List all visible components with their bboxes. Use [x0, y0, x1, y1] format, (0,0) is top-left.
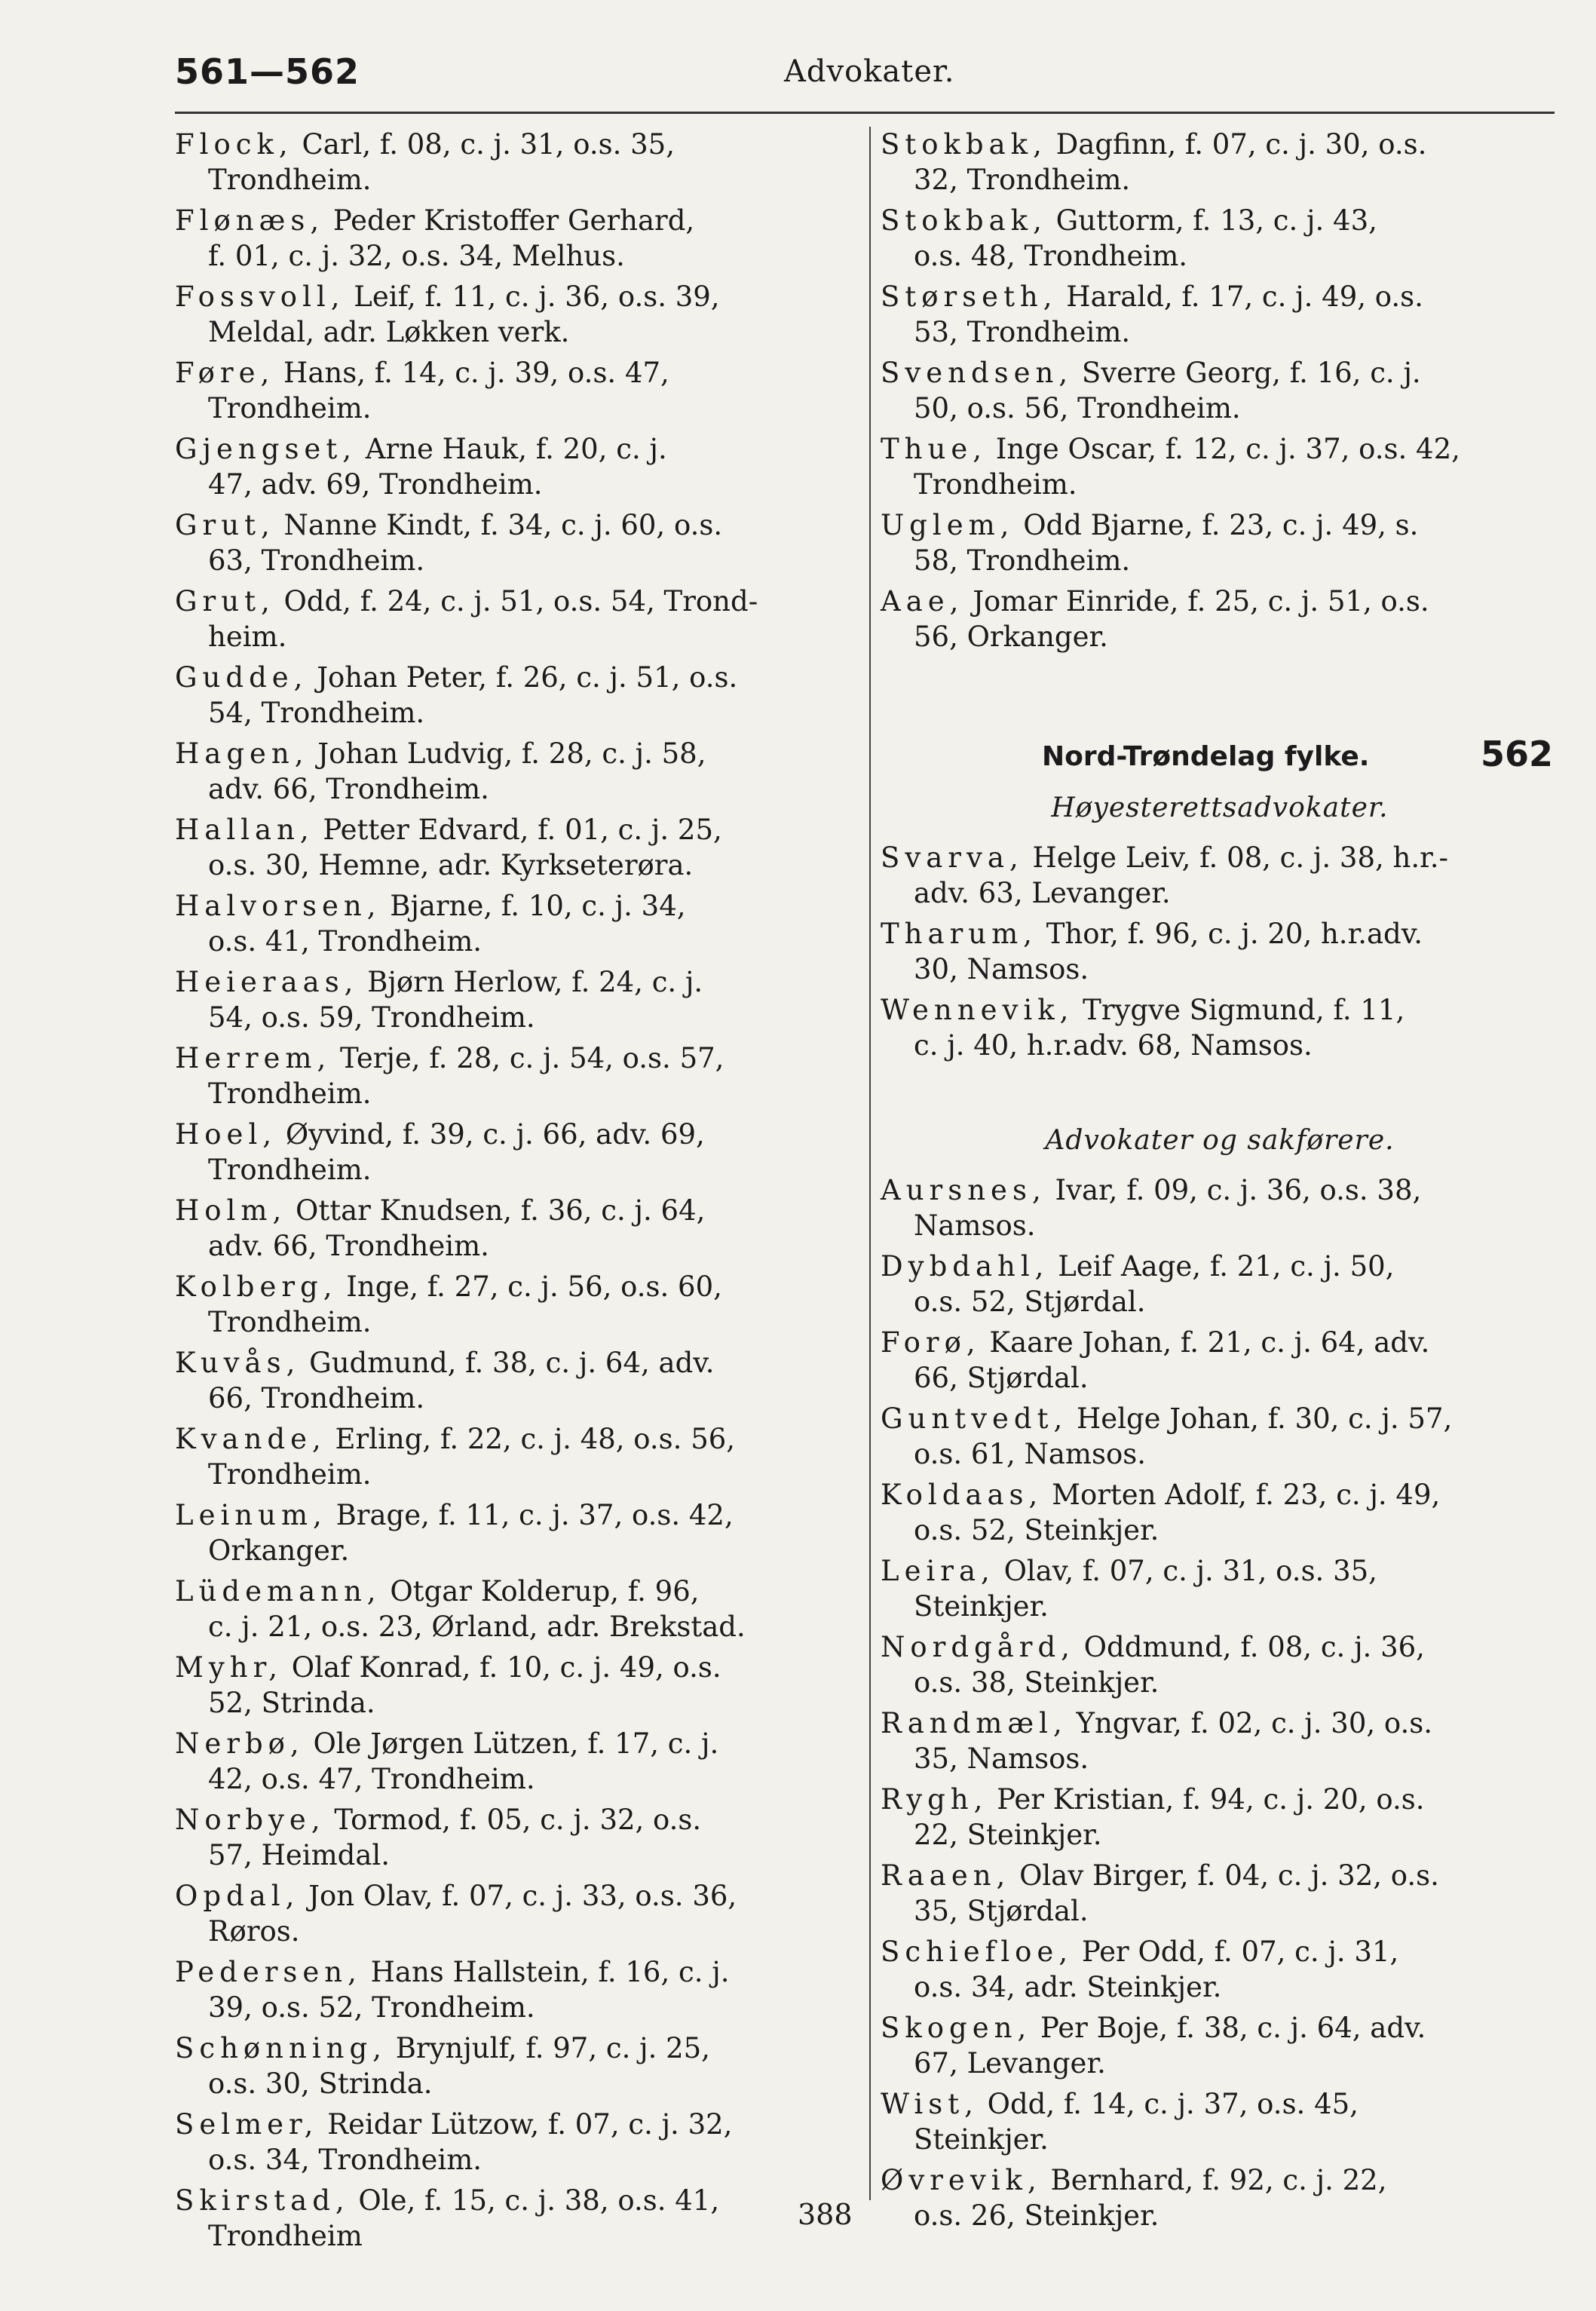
entry-surname: Tharum, — [881, 918, 1037, 950]
entry-details: Helge Leiv, f. 08, c. j. 38, h.r.- — [1032, 841, 1448, 874]
entry-details: Morten Adolf, f. 23, c. j. 49, — [1052, 1479, 1441, 1511]
entry-details: Odd, f. 24, c. j. 51, o.s. 54, Trond- — [283, 585, 758, 618]
list-item — [881, 1629, 1559, 1700]
list-item — [175, 2107, 861, 2178]
page-range: 561—562 — [175, 51, 360, 92]
entry-continuation: adv. 63, Levanger. — [914, 877, 1171, 909]
entry-details: Hans, f. 14, c. j. 39, o.s. 47, — [283, 357, 669, 389]
entry-continuation: o.s. 61, Namsos. — [914, 1438, 1147, 1470]
entry-continuation: 42, o.s. 47, Trondheim. — [208, 1763, 535, 1795]
entry-continuation: o.s. 30, Strinda. — [208, 2067, 433, 2100]
entry-continuation: 52, Strinda. — [208, 1687, 375, 1719]
entry-surname: Kolberg, — [175, 1270, 338, 1303]
entry-surname: Hallan, — [175, 814, 314, 846]
list-item — [881, 1553, 1559, 1624]
entry-surname: Aursnes, — [881, 1174, 1046, 1206]
list-item — [175, 127, 861, 198]
entry-details: Gudmund, f. 38, c. j. 64, adv. — [309, 1347, 715, 1379]
entry-surname: Holm, — [175, 1194, 287, 1227]
entry-surname: Skogen, — [881, 2012, 1032, 2044]
entry-surname: Pedersen, — [175, 1956, 362, 1988]
entry-continuation: 35, Stjørdal. — [914, 1895, 1089, 1927]
entry-details: Olav Birger, f. 04, c. j. 32, o.s. — [1019, 1859, 1439, 1892]
entry-details: Guttorm, f. 13, c. j. 43, — [1055, 204, 1377, 237]
entry-continuation: c. j. 40, h.r.adv. 68, Namsos. — [914, 1029, 1313, 1062]
entry-details: Bjørn Herlow, f. 24, c. j. — [367, 966, 703, 998]
entry-details: Johan Peter, f. 26, c. j. 51, o.s. — [317, 661, 738, 694]
column-divider — [869, 127, 871, 2200]
list-item — [175, 279, 861, 350]
entry-details: Øyvind, f. 39, c. j. 66, adv. 69, — [285, 1118, 705, 1151]
entry-continuation: adv. 66, Trondheim. — [208, 773, 489, 805]
list-item — [175, 1802, 861, 1873]
entry-continuation: o.s. 41, Trondheim. — [208, 925, 482, 958]
list-item — [175, 1878, 861, 1949]
entry-surname: Norbye, — [175, 1804, 326, 1836]
list-item — [175, 584, 861, 654]
entry-surname: Svendsen, — [881, 357, 1074, 389]
entry-details: Inge Oscar, f. 12, c. j. 37, o.s. 42, — [995, 433, 1460, 465]
entry-continuation: o.s. 48, Trondheim. — [914, 240, 1188, 272]
entry-continuation: o.s. 30, Hemne, adr. Kyrkseterøra. — [208, 849, 694, 881]
entry-surname: Nordgård, — [881, 1631, 1075, 1663]
list-item — [175, 1726, 861, 1797]
list-item — [881, 1858, 1559, 1929]
entry-surname: Fossvoll, — [175, 280, 345, 313]
entry-details: Per Kristian, f. 94, c. j. 20, o.s. — [997, 1783, 1425, 1816]
entry-continuation: 54, o.s. 59, Trondheim. — [208, 1001, 535, 1034]
entry-surname: Grut, — [175, 509, 275, 541]
entry-surname: Øvrevik, — [881, 2164, 1042, 2196]
entry-surname: Herrem, — [175, 1042, 332, 1074]
entry-details: Erling, f. 22, c. j. 48, o.s. 56, — [335, 1423, 736, 1455]
entry-surname: Schønning, — [175, 2032, 387, 2064]
list-item — [175, 888, 861, 959]
entry-continuation: 57, Heimdal. — [208, 1839, 391, 1871]
list-item — [175, 1345, 861, 1416]
entry-surname: Guntvedt, — [881, 1402, 1068, 1435]
entry-continuation: Røros. — [208, 1915, 300, 1948]
entry-details: Sverre Georg, f. 16, c. j. — [1081, 357, 1421, 389]
list-item — [175, 507, 861, 578]
entry-continuation: o.s. 34, adr. Steinkjer. — [914, 1971, 1222, 2003]
entry-details: Hans Hallstein, f. 16, c. j. — [370, 1956, 730, 1988]
entry-continuation: 66, Stjørdal. — [914, 1362, 1089, 1394]
list-item — [881, 916, 1559, 987]
entry-surname: Nerbø, — [175, 1727, 305, 1760]
entry-details: Brage, f. 11, c. j. 37, o.s. 42, — [335, 1499, 734, 1531]
entry-details: Johan Ludvig, f. 28, c. j. 58, — [317, 737, 706, 770]
entry-surname: Flønæs, — [175, 204, 325, 237]
right-column — [881, 127, 1559, 2239]
entry-continuation: 50, o.s. 56, Trondheim. — [914, 392, 1241, 425]
entry-details: Brynjulf, f. 97, c. j. 25, — [395, 2032, 710, 2064]
page-title: Advokater. — [784, 54, 955, 89]
entry-details: Bernhard, f. 92, c. j. 22, — [1050, 2164, 1387, 2196]
section-title: Nord-Trøndelag fylke. — [1042, 741, 1370, 772]
entry-surname: Uglem, — [881, 509, 1015, 541]
entry-continuation: 35, Namsos. — [914, 1742, 1089, 1775]
list-item — [881, 355, 1559, 426]
right-column-top-list — [881, 127, 1559, 654]
list-item — [175, 736, 861, 807]
list-item — [175, 2183, 861, 2254]
entry-continuation: o.s. 52, Stjørdal. — [914, 1286, 1146, 1318]
entry-surname: Svarva, — [881, 841, 1024, 874]
entry-surname: Lüdemann, — [175, 1575, 381, 1608]
entry-continuation: Trondheim — [208, 2220, 363, 2252]
entry-continuation: 30, Namsos. — [914, 953, 1089, 985]
entry-surname: Randmæl, — [881, 1707, 1068, 1739]
entry-details: Oddmund, f. 08, c. j. 36, — [1083, 1631, 1425, 1663]
entry-details: Odd, f. 14, c. j. 37, o.s. 45, — [987, 2088, 1359, 2120]
list-item — [881, 1172, 1559, 1243]
list-item — [881, 1934, 1559, 2005]
entry-details: Leif, f. 11, c. j. 36, o.s. 39, — [354, 280, 720, 313]
entry-continuation: o.s. 34, Trondheim. — [208, 2144, 482, 2176]
entry-surname: Leira, — [881, 1555, 995, 1587]
entry-continuation: 56, Orkanger. — [914, 621, 1108, 653]
list-item — [881, 1706, 1559, 1776]
entry-surname: Dybdahl, — [881, 1250, 1049, 1283]
entry-details: Reidar Lützow, f. 07, c. j. 32, — [327, 2108, 733, 2141]
entry-details: Ole, f. 15, c. j. 38, o.s. 41, — [358, 2184, 720, 2217]
list-item — [881, 1249, 1559, 1319]
entry-details: Per Odd, f. 07, c. j. 31, — [1081, 1936, 1399, 1968]
entry-details: Helge Johan, f. 30, c. j. 57, — [1076, 1402, 1453, 1435]
entry-continuation: 66, Trondheim. — [208, 1382, 425, 1414]
entry-details: Jon Olav, f. 07, c. j. 33, o.s. 36, — [308, 1880, 737, 1912]
list-item — [881, 1477, 1559, 1548]
subhead-advokater: Advokater og sakførere. — [1045, 1125, 1395, 1156]
entry-continuation: 67, Levanger. — [914, 2047, 1106, 2080]
list-item — [175, 1574, 861, 1644]
entry-details: Ole Jørgen Lützen, f. 17, c. j. — [313, 1727, 719, 1760]
entry-surname: Størseth, — [881, 280, 1058, 313]
entry-continuation: 63, Trondheim. — [208, 544, 425, 577]
list-item — [175, 964, 861, 1035]
entry-details: Thor, f. 96, c. j. 20, h.r.adv. — [1046, 918, 1423, 950]
entry-details: Arne Hauk, f. 20, c. j. — [365, 433, 667, 465]
entry-surname: Schiefloe, — [881, 1936, 1074, 1968]
list-item — [175, 1269, 861, 1340]
entry-continuation: o.s. 52, Steinkjer. — [914, 1514, 1159, 1546]
list-item — [175, 355, 861, 426]
list-item — [881, 203, 1559, 274]
entry-continuation: 53, Trondheim. — [914, 316, 1131, 348]
list-item — [881, 1782, 1559, 1853]
entry-surname: Aae, — [881, 585, 964, 618]
entry-details: Ottar Knudsen, f. 36, c. j. 64, — [296, 1194, 706, 1227]
entry-details: Otgar Kolderup, f. 96, — [390, 1575, 700, 1608]
list-item — [175, 203, 861, 274]
list-item — [881, 2010, 1559, 2081]
entry-surname: Raaen, — [881, 1859, 1011, 1892]
entry-surname: Wennevik, — [881, 994, 1074, 1026]
entry-surname: Hoel, — [175, 1118, 277, 1151]
entry-details: Dagfinn, f. 07, c. j. 30, o.s. — [1055, 128, 1427, 161]
list-item — [881, 584, 1559, 654]
list-item — [881, 1401, 1559, 1472]
entry-surname: Selmer, — [175, 2108, 319, 2141]
entry-details: Leif Aage, f. 21, c. j. 50, — [1058, 1250, 1395, 1283]
entry-surname: Stokbak, — [881, 204, 1047, 237]
entry-continuation: o.s. 26, Steinkjer. — [914, 2199, 1159, 2232]
entry-details: Terje, f. 28, c. j. 54, o.s. 57, — [340, 1042, 724, 1074]
entry-details: Odd Bjarne, f. 23, c. j. 49, s. — [1023, 509, 1419, 541]
entry-continuation: 32, Trondheim. — [914, 164, 1131, 196]
entry-continuation: 58, Trondheim. — [914, 544, 1131, 577]
entry-surname: Rygh, — [881, 1783, 988, 1816]
entry-details: Olav, f. 07, c. j. 31, o.s. 35, — [1003, 1555, 1377, 1587]
footer-page-number: 388 — [798, 2198, 853, 2231]
entry-surname: Myhr, — [175, 1651, 283, 1684]
entry-details: Petter Edvard, f. 01, c. j. 25, — [323, 814, 722, 846]
entry-details: Trygve Sigmund, f. 11, — [1083, 994, 1405, 1026]
entry-continuation: Trondheim. — [208, 1458, 372, 1491]
entry-details: Bjarne, f. 10, c. j. 34, — [390, 890, 686, 922]
entry-continuation: Steinkjer. — [914, 2123, 1049, 2156]
entry-surname: Koldaas, — [881, 1479, 1043, 1511]
entry-continuation: c. j. 21, o.s. 23, Ørland, adr. Brekstad. — [208, 1611, 746, 1643]
entry-continuation: Meldal, adr. Løkken verk. — [208, 316, 570, 348]
entry-details: Olaf Konrad, f. 10, c. j. 49, o.s. — [291, 1651, 721, 1684]
entry-surname: Wist, — [881, 2088, 979, 2120]
list-item — [881, 431, 1559, 502]
section-number: 562 — [1480, 734, 1553, 774]
entry-continuation: 54, Trondheim. — [208, 697, 425, 729]
list-item — [175, 812, 861, 883]
entry-continuation: Steinkjer. — [914, 1590, 1049, 1623]
entry-continuation: f. 01, c. j. 32, o.s. 34, Melhus. — [208, 240, 625, 272]
entry-details: Ivar, f. 09, c. j. 36, o.s. 38, — [1055, 1174, 1422, 1206]
list-item — [881, 127, 1559, 198]
list-item — [175, 1497, 861, 1568]
entry-details: Jomar Einride, f. 25, c. j. 51, o.s. — [973, 585, 1429, 618]
list-item — [175, 1041, 861, 1111]
entry-continuation: 47, adv. 69, Trondheim. — [208, 468, 543, 501]
entry-surname: Kvande, — [175, 1423, 326, 1455]
list-item — [881, 507, 1559, 578]
entry-continuation: Namsos. — [914, 1209, 1036, 1242]
entry-details: Tormod, f. 05, c. j. 32, o.s. — [334, 1804, 702, 1836]
entry-continuation: Trondheim. — [208, 392, 372, 425]
entry-surname: Flock, — [175, 128, 293, 161]
list-item — [175, 1117, 861, 1188]
entry-continuation: Trondheim. — [208, 1154, 372, 1186]
list-item — [175, 660, 861, 731]
list-item — [881, 1325, 1559, 1396]
advokater-list — [881, 1172, 1559, 2233]
entry-continuation: adv. 66, Trondheim. — [208, 1230, 489, 1262]
entry-continuation: heim. — [208, 621, 287, 653]
entry-surname: Heieraas, — [175, 966, 359, 998]
entry-continuation: 22, Steinkjer. — [914, 1819, 1102, 1851]
list-item — [881, 840, 1559, 911]
entry-surname: Føre, — [175, 357, 275, 389]
entry-surname: Leinum, — [175, 1499, 327, 1531]
entry-details: Carl, f. 08, c. j. 31, o.s. 35, — [302, 128, 675, 161]
entry-details: Per Boje, f. 38, c. j. 64, adv. — [1040, 2012, 1426, 2044]
entry-details: Peder Kristoffer Gerhard, — [332, 204, 695, 237]
entry-continuation: 39, o.s. 52, Trondheim. — [208, 1991, 535, 2024]
entry-surname: Kuvås, — [175, 1347, 301, 1379]
left-column — [175, 127, 861, 2259]
entry-surname: Forø, — [881, 1326, 981, 1359]
list-item — [175, 2031, 861, 2101]
list-item — [881, 2086, 1559, 2157]
entry-details: Harald, f. 17, c. j. 49, o.s. — [1066, 280, 1423, 313]
entry-continuation: Trondheim. — [208, 164, 372, 196]
entry-surname: Hagen, — [175, 737, 309, 770]
list-item — [175, 1650, 861, 1721]
list-item — [881, 279, 1559, 350]
entry-surname: Grut, — [175, 585, 275, 618]
list-item — [175, 1193, 861, 1264]
entry-surname: Stokbak, — [881, 128, 1047, 161]
list-item — [881, 2162, 1559, 2233]
entry-surname: Gjengset, — [175, 433, 357, 465]
list-item — [175, 431, 861, 502]
entry-surname: Skirstad, — [175, 2184, 350, 2217]
hr-advokater-list — [881, 840, 1559, 1063]
entry-details: Yngvar, f. 02, c. j. 30, o.s. — [1076, 1707, 1433, 1739]
entry-details: Inge, f. 27, c. j. 56, o.s. 60, — [346, 1270, 722, 1303]
subhead-hr-advokater: Høyesterettsadvokater. — [1051, 792, 1389, 823]
list-item — [881, 992, 1559, 1063]
entry-continuation: Trondheim. — [914, 468, 1077, 501]
entry-details: Kaare Johan, f. 21, c. j. 64, adv. — [989, 1326, 1430, 1359]
entry-surname: Thue, — [881, 433, 987, 465]
section-heading — [881, 734, 1559, 786]
entry-continuation: Trondheim. — [208, 1306, 372, 1338]
entry-continuation: o.s. 38, Steinkjer. — [914, 1666, 1159, 1699]
entry-surname: Halvorsen, — [175, 890, 381, 922]
entry-continuation: Orkanger. — [208, 1534, 350, 1567]
header-rule — [175, 112, 1555, 114]
entry-surname: Opdal, — [175, 1880, 300, 1912]
entry-surname: Gudde, — [175, 661, 308, 694]
list-item — [175, 1954, 861, 2025]
list-item — [175, 1421, 861, 1492]
entry-continuation: Trondheim. — [208, 1077, 372, 1110]
entry-details: Nanne Kindt, f. 34, c. j. 60, o.s. — [283, 509, 723, 541]
